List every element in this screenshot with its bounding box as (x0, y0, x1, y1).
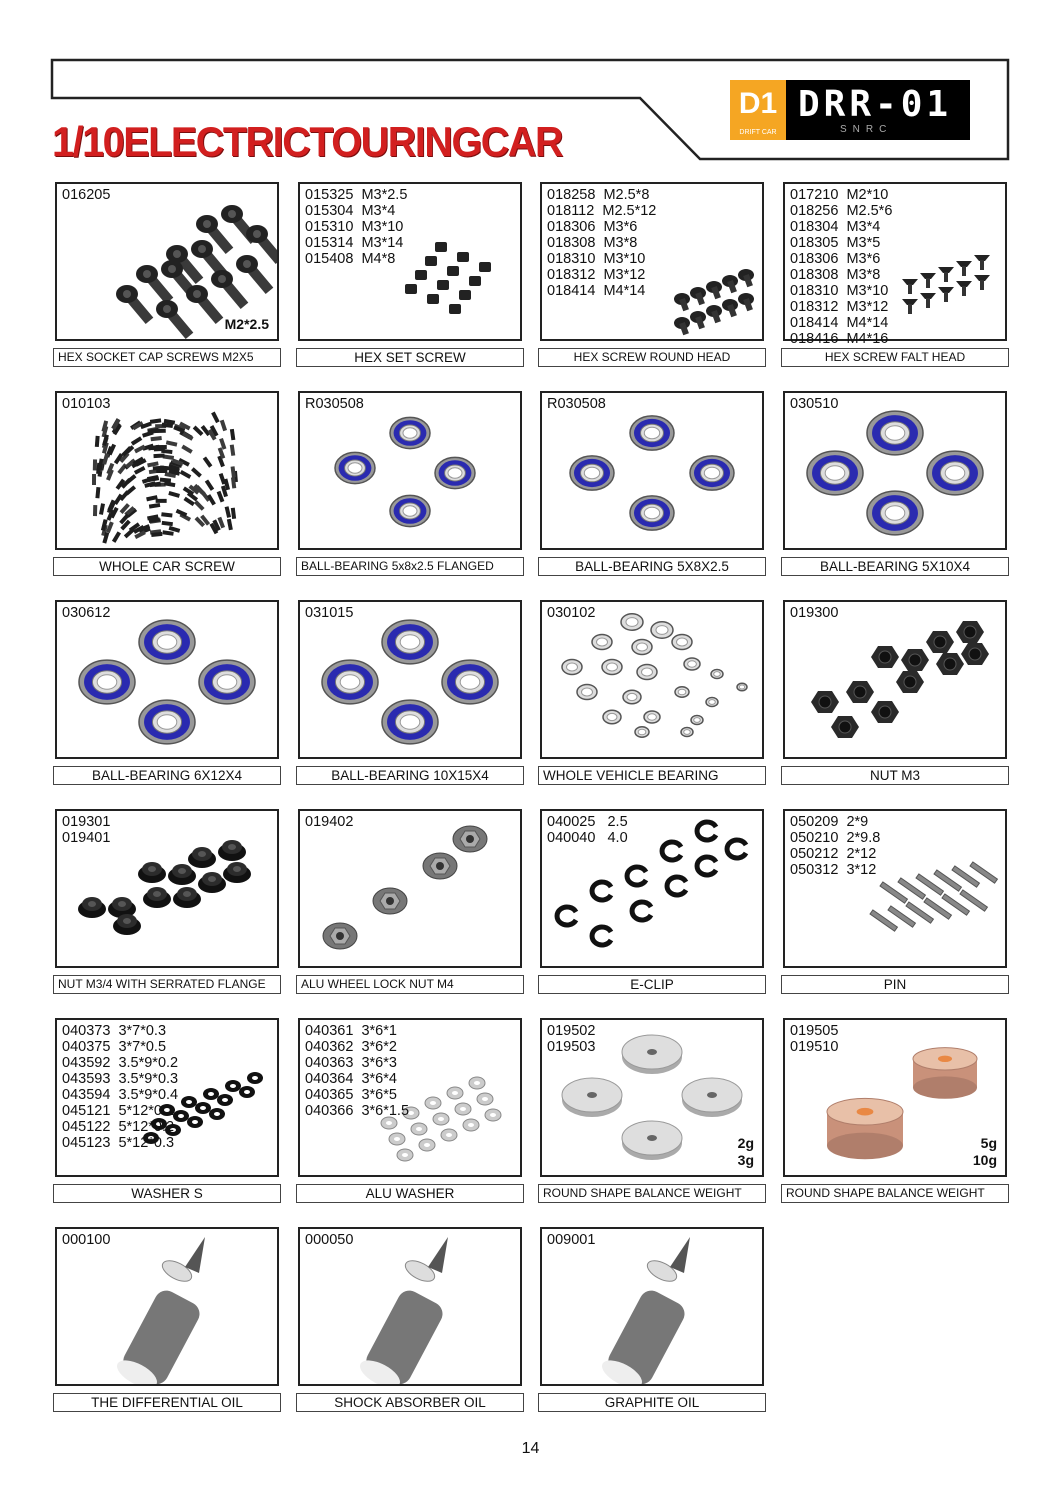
page-title: 1/10ELECTRICTOURINGCAR (52, 118, 563, 165)
part-code: 015304 M3*4 (305, 203, 396, 219)
part-code: 018310 M3*10 (790, 283, 889, 299)
part-card (783, 1018, 1007, 1177)
part-code: 019300 (790, 605, 839, 621)
part-code: 018306 M3*6 (790, 251, 881, 267)
part-code: 050312 3*12 (790, 862, 877, 878)
part-code: 040025 2.5 (547, 814, 628, 830)
part-code-list (547, 187, 656, 299)
part-code: 018112 M2.5*12 (547, 203, 657, 219)
part-code: 019301 (62, 814, 111, 830)
part-code: 019502 (547, 1023, 596, 1039)
part-code: 015314 M3*14 (305, 235, 404, 251)
part-caption: BALL-BEARING 5X8X2.5 (538, 557, 766, 576)
part-caption: HEX SCREW FALT HEAD (781, 348, 1009, 367)
part-code: 017210 M2*10 (790, 187, 889, 203)
part-code: 019505 (790, 1023, 839, 1039)
oil-bottle-icon (57, 1229, 277, 1384)
part-code: 018312 M3*12 (790, 299, 889, 315)
part-caption: HEX SET SCREW (296, 348, 524, 367)
part-code: 030102 (547, 605, 596, 621)
part-caption: THE DIFFERENTIAL OIL (53, 1393, 281, 1412)
part-code: R030508 (305, 396, 364, 412)
part-card (298, 1018, 522, 1177)
part-caption: HEX SCREW ROUND HEAD (538, 348, 766, 367)
part-code: 040375 3*7*0.5 (62, 1039, 167, 1055)
part-code: 019402 (305, 814, 354, 830)
part-caption: WHOLE VEHICLE BEARING (538, 766, 766, 785)
part-card (783, 391, 1007, 550)
part-code: 018414 M4*14 (790, 315, 889, 331)
part-spec: 5g (980, 1135, 997, 1151)
part-card (55, 1227, 279, 1386)
part-caption: BALL-BEARING 5x8x2.5 FLANGED (296, 557, 524, 576)
part-spec: 10g (972, 1152, 997, 1168)
part-code-list (547, 1232, 595, 1248)
part-card (298, 182, 522, 341)
part-code: 050210 2*9.8 (790, 830, 881, 846)
part-card (540, 391, 764, 550)
part-caption: ALU WASHER (296, 1184, 524, 1203)
part-spec-label (973, 1135, 997, 1169)
part-card (783, 182, 1007, 347)
ball-bearing-icon (57, 602, 277, 757)
part-code: 040366 3*6*1.5 (305, 1103, 410, 1119)
ball-bearing-icon (785, 393, 1005, 548)
part-card (298, 600, 522, 759)
part-code-list (305, 605, 353, 621)
part-code: 050212 2*12 (790, 846, 877, 862)
part-code: 019503 (547, 1039, 596, 1055)
part-code: 018414 M4*14 (547, 283, 646, 299)
part-code: 015408 M4*8 (305, 251, 396, 267)
part-code-list (547, 814, 628, 846)
part-code: 043592 3.5*9*0.2 (62, 1055, 179, 1071)
part-card (540, 1227, 764, 1386)
part-spec: M2*2.5 (224, 316, 269, 332)
part-code: 030510 (790, 396, 839, 412)
part-spec-label (738, 1135, 754, 1169)
part-card (540, 809, 764, 968)
part-caption: NUT M3/4 WITH SERRATED FLANGE (53, 975, 281, 994)
part-code: 040361 3*6*1 (305, 1023, 397, 1039)
part-caption: E-CLIP (538, 975, 766, 994)
part-caption: ROUND SHAPE BALANCE WEIGHT (538, 1184, 766, 1203)
part-code-list (62, 814, 110, 846)
part-code-list (62, 1023, 178, 1151)
part-code-list (62, 605, 110, 621)
flanged-bearing-icon (300, 393, 520, 548)
part-code: R030508 (547, 396, 606, 412)
logo-badge-sub: DRIFT CAR (739, 129, 777, 136)
part-code: 018306 M3*6 (547, 219, 638, 235)
part-code: 019401 (62, 830, 111, 846)
part-card (55, 182, 279, 341)
logo-model: DRR-01 (798, 84, 953, 125)
part-code-list (305, 396, 364, 412)
logo-badge: D1 (730, 80, 786, 140)
part-caption: WASHER S (53, 1184, 281, 1203)
part-code-list (790, 814, 880, 878)
part-code: 043594 3.5*9*0.4 (62, 1087, 179, 1103)
part-code: 018312 M3*12 (547, 267, 646, 283)
part-caption: BALL-BEARING 5X10X4 (781, 557, 1009, 576)
part-code-list (305, 1232, 353, 1248)
part-card (540, 182, 764, 341)
part-code-list (305, 814, 353, 830)
part-code-list (790, 187, 892, 347)
brand-logo (730, 80, 970, 140)
oil-bottle-icon (542, 1229, 762, 1384)
part-code-list (62, 1232, 110, 1248)
page-number: 14 (521, 1440, 540, 1457)
part-code: 015325 M3*2.5 (305, 187, 408, 203)
part-code-list (790, 605, 838, 621)
part-spec-label (225, 316, 269, 333)
part-card (55, 600, 279, 759)
part-code-list (62, 187, 110, 203)
bearing-set-icon (542, 602, 762, 757)
ball-bearing-icon (542, 393, 762, 548)
part-caption: NUT M3 (781, 766, 1009, 785)
part-code: 018305 M3*5 (790, 235, 881, 251)
part-card (783, 809, 1007, 968)
part-code: 040362 3*6*2 (305, 1039, 397, 1055)
part-spec: 2g (737, 1135, 754, 1151)
part-card (298, 809, 522, 968)
part-code-list (62, 396, 110, 412)
part-caption: ALU WHEEL LOCK NUT M4 (296, 975, 524, 994)
nut-icon (785, 602, 1005, 757)
part-code: 050209 2*9 (790, 814, 869, 830)
part-code: 040373 3*7*0.3 (62, 1023, 167, 1039)
part-code: 043593 3.5*9*0.3 (62, 1071, 179, 1087)
part-code: 010103 (62, 396, 111, 412)
part-code-list (790, 396, 838, 412)
part-caption: GRAPHITE OIL (538, 1393, 766, 1412)
part-code: 040040 4.0 (547, 830, 628, 846)
part-code: 040365 3*6*5 (305, 1087, 397, 1103)
part-card (298, 391, 522, 550)
part-code: 045122 5*12*0.2 (62, 1119, 175, 1135)
part-code: 018416 M4*16 (790, 331, 889, 347)
part-caption: PIN (781, 975, 1009, 994)
part-code: 030612 (62, 605, 111, 621)
part-code: 009001 (547, 1232, 596, 1248)
part-code: 045123 5*12*0.3 (62, 1135, 175, 1151)
part-card (55, 809, 279, 968)
part-code-list (305, 187, 407, 267)
part-code: 018308 M3*8 (547, 235, 638, 251)
wheel-nut-icon (300, 811, 520, 966)
part-code: 016205 (62, 187, 111, 203)
part-code: 018310 M3*10 (547, 251, 646, 267)
part-code: 000100 (62, 1232, 111, 1248)
part-caption: BALL-BEARING 10X15X4 (296, 766, 524, 785)
oil-bottle-icon (300, 1229, 520, 1384)
part-code: 018256 M2.5*6 (790, 203, 893, 219)
part-code: 031015 (305, 605, 354, 621)
part-code-list (547, 396, 606, 412)
part-code: 018258 M2.5*8 (547, 187, 650, 203)
part-card (298, 1227, 522, 1386)
part-caption: SHOCK ABSORBER OIL (296, 1393, 524, 1412)
part-code: 015310 M3*10 (305, 219, 404, 235)
part-caption: WHOLE CAR SCREW (53, 557, 281, 576)
ball-bearing-icon (300, 602, 520, 757)
part-card (55, 1018, 279, 1177)
part-code: 040364 3*6*4 (305, 1071, 397, 1087)
part-code: 018304 M3*4 (790, 219, 881, 235)
part-code-list (305, 1023, 409, 1119)
part-code: 000050 (305, 1232, 354, 1248)
part-code-list (547, 605, 595, 621)
part-spec: 3g (737, 1152, 754, 1168)
part-code: 040363 3*6*3 (305, 1055, 397, 1071)
screw-pile-icon (57, 393, 277, 548)
part-code: 019510 (790, 1039, 839, 1055)
part-card (540, 600, 764, 759)
part-caption: ROUND SHAPE BALANCE WEIGHT (781, 1184, 1009, 1203)
part-card (540, 1018, 764, 1177)
part-caption: HEX SOCKET CAP SCREWS M2X5 (53, 348, 281, 367)
part-caption: BALL-BEARING 6X12X4 (53, 766, 281, 785)
logo-brand: SNRC (840, 124, 893, 135)
part-code: 018308 M3*8 (790, 267, 881, 283)
part-code: 045121 5*12*0.1 (62, 1103, 175, 1119)
part-card (55, 391, 279, 550)
part-code-list (547, 1023, 595, 1055)
part-card (783, 600, 1007, 759)
part-code-list (790, 1023, 838, 1055)
